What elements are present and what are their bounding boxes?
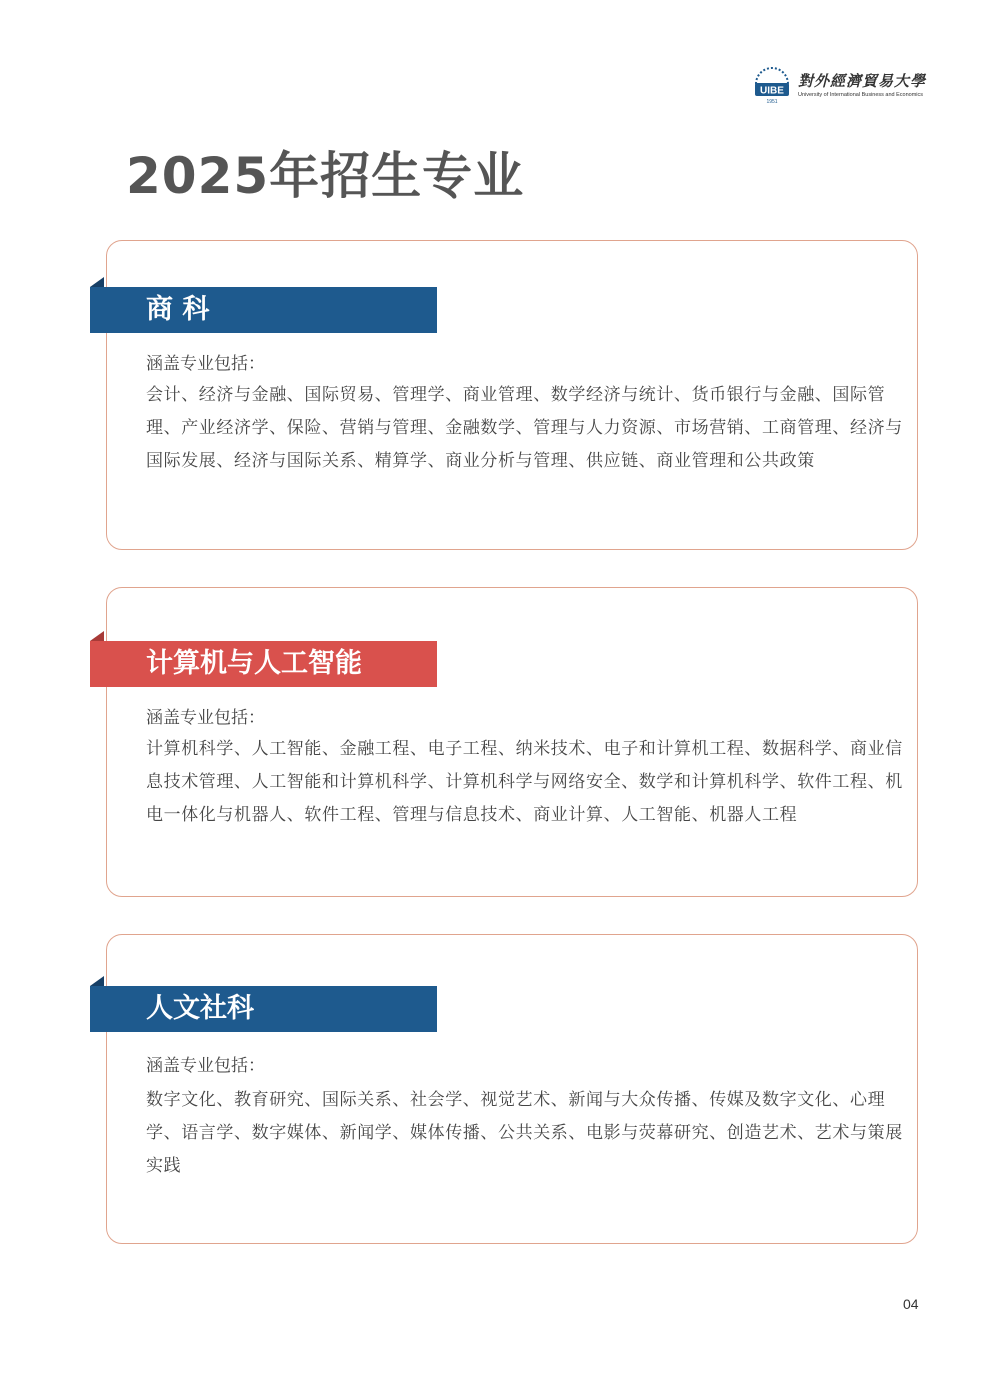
section-intro: 涵盖专业包括： <box>146 354 265 374</box>
uibe-emblem-icon <box>752 66 792 106</box>
page-title: 2025年招生专业 <box>126 147 525 205</box>
section-banner-business <box>90 287 437 333</box>
university-logo <box>752 66 927 106</box>
emblem-year: 1951 <box>766 99 778 105</box>
banner-fold <box>90 631 104 641</box>
section-majors-computing-ai: 计算机科学、人工智能、金融工程、电子工程、纳米技术、电子和计算机工程、数据科学、商业信息技术管理、人工智能和计算机科学、计算机科学与网络安全、数学和计算机科学、软件工程、机电一体化与机器人、软件工程、管理与信息技术、商业计算、人工智能、机器人工程 <box>146 739 903 825</box>
banner-fold <box>90 976 104 986</box>
logo-english-name: University of International Business and Economics <box>798 92 924 98</box>
section-majors-humanities: 数字文化、教育研究、国际关系、社会学、视觉艺术、新闻与大众传播、传媒及数字文化、心理学、语言学、数字媒体、新闻学、媒体传播、公共关系、电影与荧幕研究、创造艺术、艺术与策展实践 <box>146 1090 903 1176</box>
section-title: 商 科 <box>146 294 210 325</box>
section-intro: 涵盖专业包括： <box>146 708 265 728</box>
section-title: 人文社科 <box>146 993 254 1024</box>
section-banner-humanities <box>90 986 437 1032</box>
section-majors-business: 会计、经济与金融、国际贸易、管理学、商业管理、数学经济与统计、货币银行与金融、国际管理、产业经济学、保险、营销与管理、金融数学、管理与人力资源、市场营销、工商管理、经济与国际发展、经济与国际关系、精算学、商业分析与管理、供应链、商业管理和公共政策 <box>146 385 903 471</box>
logo-chinese-name: 對外經濟貿易大學 <box>798 72 927 90</box>
banner-fold <box>90 277 104 287</box>
section-intro: 涵盖专业包括： <box>146 1056 265 1076</box>
section-title: 计算机与人工智能 <box>146 648 362 679</box>
emblem-text: UIBE <box>760 85 784 97</box>
section-banner-computing-ai <box>90 641 437 687</box>
page-number: 04 <box>903 1296 919 1312</box>
